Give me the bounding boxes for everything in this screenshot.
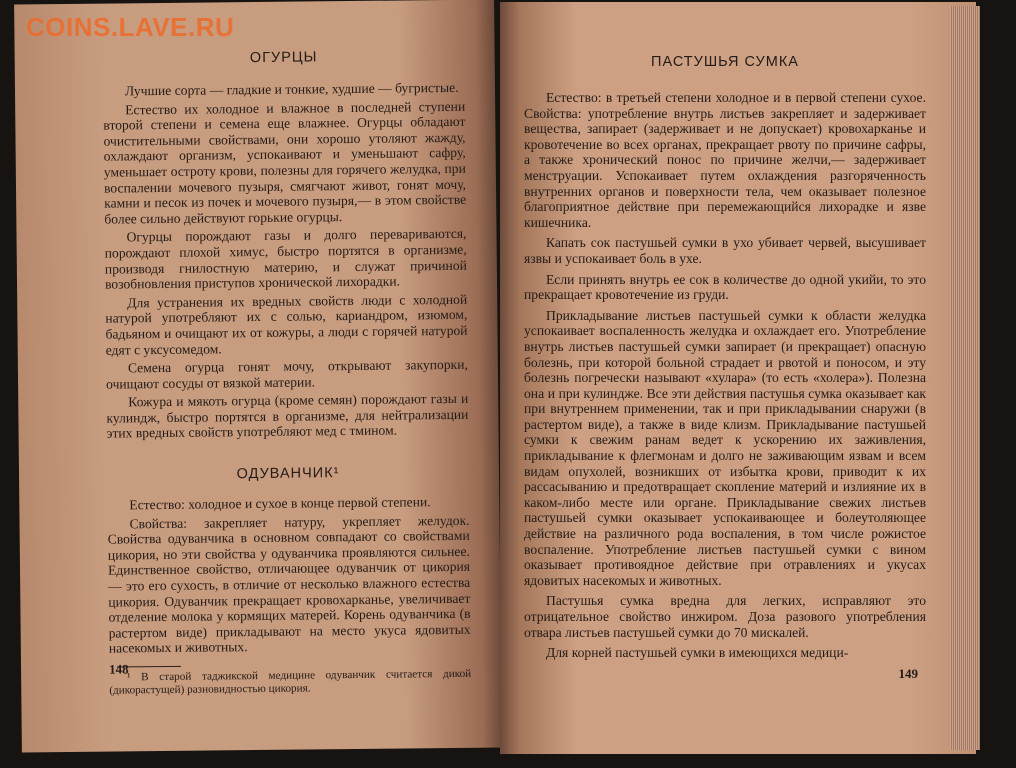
paragraph: Если принять внутрь ее сок в количестве до одной укийи, то это прекращает кровотечение из груди.: [524, 271, 926, 303]
page-number-left: 148: [108, 661, 129, 677]
page-number-right: 149: [898, 666, 918, 681]
paragraph: Лучшие сорта — гладкие и тонкие, худшие — бугристые.: [124, 79, 459, 99]
heading-dandelion: ОДУВАНЧИК¹: [236, 465, 340, 483]
watermark: COINS.LAVE.RU: [26, 12, 235, 42]
paragraph: Свойства: закрепляет натуру, укрепляет желудок. Свойства одуванчика в основном совпадают со свойствами цикория, но эти свойства у одуванчика проявляются сильнее. Единственное свойство, отличающее одуванчик от цикория — это его сухость, в отличие от несколько влажного естества цикория. Одуванчик прекращает кровохарканье, увеличивает отделение молока у кормящих матерей. Корень одуванчика (в растертом виде) прикладывают на место укуса ядовитых насекомых и животных.: [107, 512, 471, 656]
paragraph: Для корней пастушьей сумки в имеющихся медици-: [546, 645, 849, 661]
paragraph: Кожура и мякоть огурца (кроме семян) порождают газы и кулиндж, быстро портятся в организме, для нейтрализации этих вредных свойств употребляют мед с тмином.: [106, 391, 469, 442]
paragraph: Капать сок пастушьей сумки в ухо убивает червей, высушивает язвы и успокаивает боль в ухе.: [524, 235, 926, 266]
paragraph: Естество: в третьей степени холодное и в первой степени сухое. Свойства: употребление внутрь листьев закрепляет и задерживает вещества, запирает (задерживает и не допускает) кровохарканье и кровотечение во всех органах, прекращает рвоту по причине сафры, а также хронический понос по причине желчи,— задерживает менструации. Успокаивает путем охлаждения разгоряченность внутренних органов и поверхности тела, чем оказывает полезное благоприятное действие при перемежающийся лихорадке и язве кишечника.: [524, 90, 926, 230]
paragraph: Огурцы порождают газы и долго перевариваются, порождают плохой химус, быстро портятся в организме, производя гнилостную материю, и служат причиной возобновления приступов хронической лихорадки.: [104, 226, 467, 292]
paragraph: Для устранения их вредных свойств люди с холодной натурой употребляют их с солью, кариандром, изюмом, бадьяном и очищают их от кожуры, а люди с горячей натурой едят с уксусомедом.: [105, 291, 468, 358]
right-page: [500, 2, 976, 754]
footnote: ¹ В старой таджикской медицине одуванчик считается дикой (дикорастущей) разновидностью цикория.: [109, 667, 472, 697]
paragraph: Естество их холодное и влажное в последней ступени второй степени и семена еще влажнее. Огурцы обладают очистительными свойствами, они хорошо утоляют жажду, охлаждают организм, успокаивают и уменьшают сафру, уменьшает остроту крови, полезны для горячего желудка, при воспалении мочевого пузыря, смягчают живот, гонят мочу, камни и песок из почек и мочевого пузыря,— в этом свойстве более сильно действуют горькие огурцы.: [103, 98, 467, 227]
heading-cucumbers: ОГУРЦЫ: [249, 49, 318, 67]
paragraph: Пастушья сумка вредна для легких, исправляют это отрицательное свойство инжиром. Доза разового употребления отвара листьев пастушьей сумки до 70 мискалей.: [524, 593, 926, 640]
left-page: [14, 0, 502, 752]
paragraph: Прикладывание листьев пастушьей сумки к области желудка успокаивает воспаленность желудка и охлаждает его. Употребление внутрь листьев пастушьей сумки запирает (и прекращает) опасную болезнь, при которой больной страдает и рвотой и поносом, и эту болезнь погречески называют «хулара» (то есть «холера»). Полезна она и при кулиндже. Все эти действия пастушья сумка оказывает как при внутреннем применении, так и при прикладывании снаружи (в растертом виде), а также в виде клизм. Прикладывание пастушьей сумки к свежим ранам ведет к ускорению их заживления, прикладывание к флегмонам и долго не заживающим язвам и всем видам опухолей, возникших от избытка крови, приводит к их рассасыванию и предотвращает скопление материй и излияние их в каком-либо месте или органе. Прикладывание свежих листьев пастушьей сумки оказывает успокаивающее и болеутоляющее действие на различного рода воспаления, в том числе рожистое воспаление. Употребление листьев пастушьей сумки с вином оказывает противоядное действие при отравлениях и укусах ядовитых насекомых и животных.: [524, 307, 926, 588]
book-page-edges: [950, 6, 980, 750]
paragraph: Семена огурца гонят мочу, открывают закупорки, очищают сосуды от вязкой материи.: [105, 356, 468, 392]
heading-shepherds-purse: ПАСТУШЬЯ СУМКА: [651, 54, 799, 70]
paragraph: Естество: холодное и сухое в конце первой степени.: [129, 494, 431, 513]
